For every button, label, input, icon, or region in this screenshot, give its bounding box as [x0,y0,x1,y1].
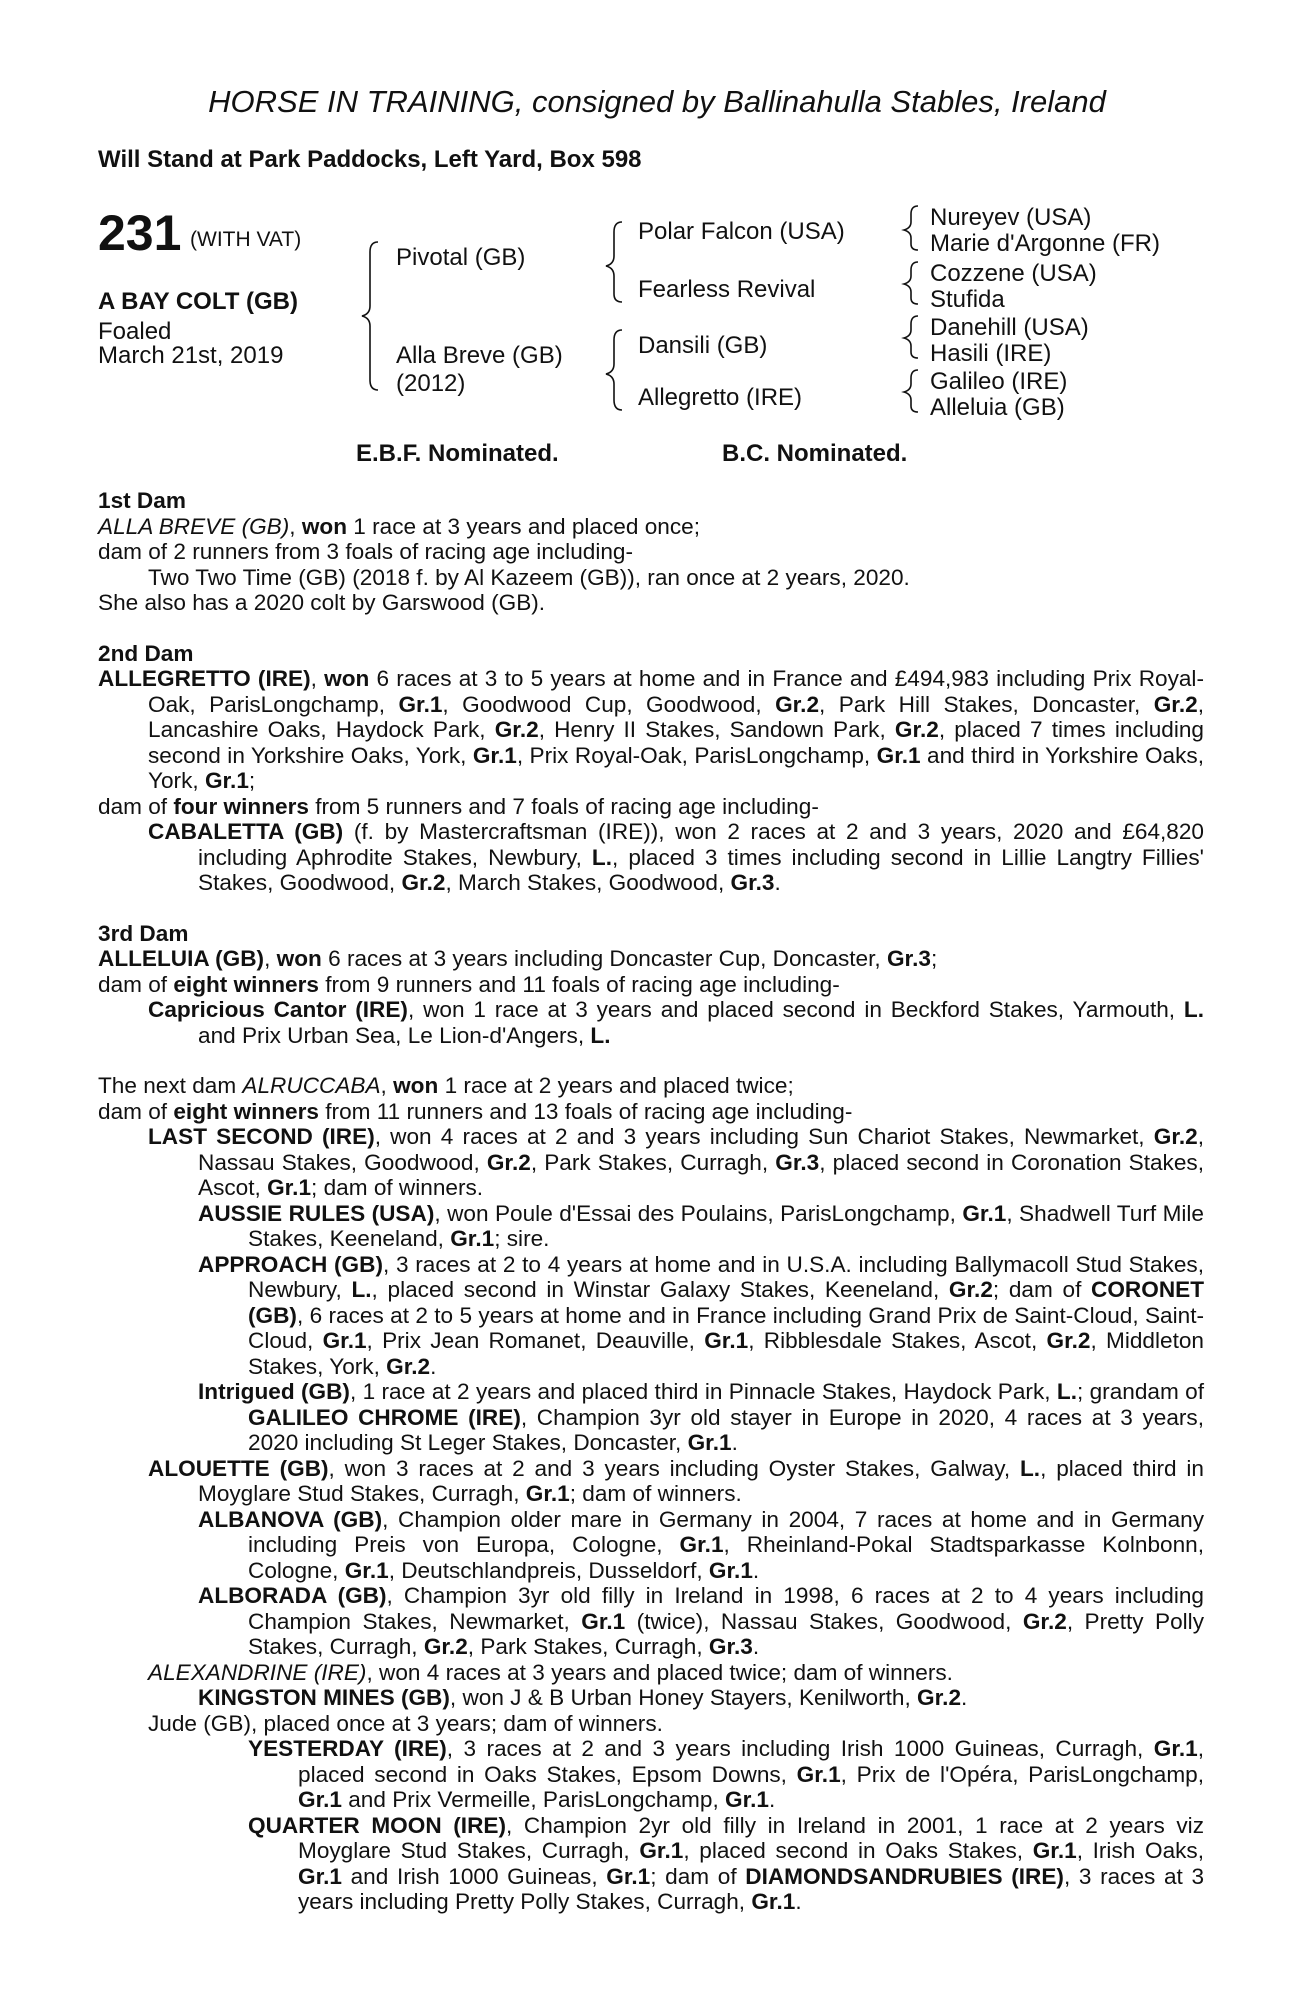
produce-alouette: ALOUETTE (GB), won 3 races at 2 and 3 years including Oyster Stakes, Galway, L., placed third in Moyglare Stud Stakes, Curragh, Gr.1; dam of winners. [148,1455,1205,1506]
gen4-4: Stufida [930,286,1005,313]
gen4-8: Alleluia (GB) [930,394,1065,421]
produce-aussie-rules: AUSSIE RULES (USA), won Poule d'Essai des Poulains, ParisLongchamp, Gr.1, Shadwell Turf Mile Stakes, Keeneland, Gr.1; sire. [198,1200,1204,1251]
produce-yesterday: YESTERDAY (IRE), 3 races at 2 and 3 years including Irish 1000 Guineas, Curragh, Gr.1, placed second in Oaks Stakes, Epsom Downs, Gr.1, Prix de l'Opéra, ParisLongchamp, Gr.1 and Prix Vermeille, ParisLongchamp, Gr.1. [248,1736,1204,1812]
produce-approach: APPROACH (GB), 3 races at 2 to 4 years at home and in U.S.A. including Ballymacoll Stud Stakes, Newbury, L., placed second in Winstar Galaxy Stakes, Keeneland, Gr.2; dam of CORONET (GB), 6 races at 2 to 5 years at home and in France including Grand Prix de Saint-Cloud, Saint-Cloud, Gr.1, Prix Jean Romanet, Deauville, Gr.1, Ribblesdale Stakes, Ascot, Gr.2, Middleton Stakes, York, Gr.2. [198,1251,1204,1379]
third-dam-produce-1: Capricious Cantor (IRE), won 1 race at 3 years and placed second in Beckford Stakes, Yarmouth, L. and Prix Urban Sea, Le Lion-d'Angers, L. [148,997,1204,1048]
second-dam-record: ALLEGRETTO (IRE), won 6 races at 3 to 5 years at home and in France and £494,983 including Prix Royal-Oak, ParisLongchamp, Gr.1, Goodwood Cup, Goodwood, Gr.2, Park Hill Stakes, Doncaster, Gr.2, Lancashire Oaks, Haydock Park, Gr.2, Henry II Stakes, Sandown Park, Gr.2, placed 7 times including second in Yorkshire Oaks, York, Gr.1, Prix Royal-Oak, ParisLongchamp, Gr.1 and third in Yorkshire Oaks, York, Gr.1; [98,666,1204,793]
produce-intrigued: Intrigued (GB), 1 race at 2 years and placed third in Pinnacle Stakes, Haydock Park, L.; grandam of GALILEO CHROME (IRE), Champion 3yr old stayer in Europe in 2020, 4 races at 3 years, 2020 including St Leger Stakes, Doncaster, Gr.1. [198,1379,1204,1455]
produce-last-second: LAST SECOND (IRE), won 4 races at 2 and 3 years including Sun Chariot Stakes, Newmarket, Gr.2, Nassau Stakes, Goodwood, Gr.2, Park Stakes, Curragh, Gr.3, placed second in Coronation Stakes, Ascot, Gr.1; dam of winners. [148,1124,1204,1200]
dam-year: (2012) [396,370,466,397]
lot-description: A BAY COLT (GB) [98,288,299,315]
produce-alexandrine: ALEXANDRINE (IRE), won 4 races at 3 years and placed twice; dam of winners. [148,1659,953,1685]
produce-jude: Jude (GB), placed once at 3 years; dam of winners. [148,1710,663,1736]
sire-sire: Polar Falcon (USA) [638,218,845,245]
stand-location: Will Stand at Park Paddocks, Left Yard, Box 598 [98,146,642,173]
bc-nomination: B.C. Nominated. [722,440,908,467]
third-dam-produce-summary: dam of eight winners from 9 runners and 11 foals of racing age including- [98,971,840,997]
gen4-1: Nureyev (USA) [930,204,1092,231]
produce-albanova: ALBANOVA (GB), Champion older mare in Germany in 2004, 7 races at home and in Germany including Preis von Europa, Cologne, Gr.1, Rheinland-Pokal Stadtsparkasse Kolnbonn, Cologne, Gr.1, Deutschlandpreis, Dusseldorf, Gr.1. [198,1506,1204,1583]
ebf-nomination: E.B.F. Nominated. [356,440,559,467]
gen4-3: Cozzene (USA) [930,260,1097,287]
first-dam-note: She also has a 2020 colt by Garswood (GB). [98,590,546,615]
dam-name: Alla Breve (GB) [396,342,563,369]
pedigree-notes [98,488,1204,1915]
lot-number: 231 [98,205,182,261]
third-dam-record: ALLELUIA (GB), won 6 races at 3 years including Doncaster Cup, Doncaster, Gr.3; [98,946,938,971]
sire-name: Pivotal (GB) [396,244,526,271]
first-dam-produce-summary: dam of 2 runners from 3 foals of racing age including- [98,539,634,564]
gen4-2: Marie d'Argonne (FR) [930,230,1160,257]
next-dam-produce-summary: dam of eight winners from 11 runners and 13 foals of racing age including- [98,1098,853,1124]
third-dam-heading: 3rd Dam [98,920,189,946]
first-dam-heading: 1st Dam [98,488,186,513]
produce-alborada: ALBORADA (GB), Champion 3yr old filly in Ireland in 1998, 6 races at 2 to 4 years including Champion Stakes, Newmarket, Gr.1 (twice), Nassau Stakes, Goodwood, Gr.2, Pretty Polly Stakes, Curragh, Gr.2, Park Stakes, Curragh, Gr.3. [198,1583,1204,1659]
second-dam-produce-1: CABALETTA (GB) (f. by Mastercraftsman (IRE)), won 2 races at 2 and 3 years, 2020 and £64,820 including Aphrodite Stakes, Newbury, L., placed 3 times including second in Lillie Langtry Fillies' Stakes, Goodwood, Gr.2, March Stakes, Goodwood, Gr.3. [148,819,1204,895]
gen4-5: Danehill (USA) [930,314,1089,341]
produce-kingston-mines: KINGSTON MINES (GB), won J & B Urban Honey Stayers, Kenilworth, Gr.2. [198,1685,968,1710]
page-title: HORSE IN TRAINING, consigned by Ballinahulla Stables, Ireland [208,84,1106,119]
foaled-label: Foaled [98,318,172,345]
sire-dam: Fearless Revival [638,276,816,303]
dam-sire: Dansili (GB) [638,332,768,359]
first-dam-line: ALLA BREVE (GB), won 1 race at 3 years and placed once; [98,513,700,539]
second-dam-heading: 2nd Dam [98,640,194,666]
gen4-7: Galileo (IRE) [930,368,1068,395]
second-dam-produce-summary: dam of four winners from 5 runners and 7 foals of racing age including- [98,793,819,819]
first-dam-produce-1: Two Two Time (GB) (2018 f. by Al Kazeem (GB)), ran once at 2 years, 2020. [148,564,910,590]
vat-label: (WITH VAT) [190,228,302,251]
foaled-date: March 21st, 2019 [98,342,284,369]
next-dam-record: The next dam ALRUCCABA, won 1 race at 2 years and placed twice; [98,1073,794,1098]
produce-quarter-moon: QUARTER MOON (IRE), Champion 2yr old filly in Ireland in 2001, 1 race at 2 years viz Moyglare Stud Stakes, Curragh, Gr.1, placed second in Oaks Stakes, Gr.1, Irish Oaks, Gr.1 and Irish 1000 Guineas, Gr.1; dam of DIAMONDSANDRUBIES (IRE), 3 races at 3 years including Pretty Polly Stakes, Curragh, Gr.1. [248,1812,1205,1914]
dam-dam: Allegretto (IRE) [638,384,803,411]
gen4-6: Hasili (IRE) [930,340,1052,367]
